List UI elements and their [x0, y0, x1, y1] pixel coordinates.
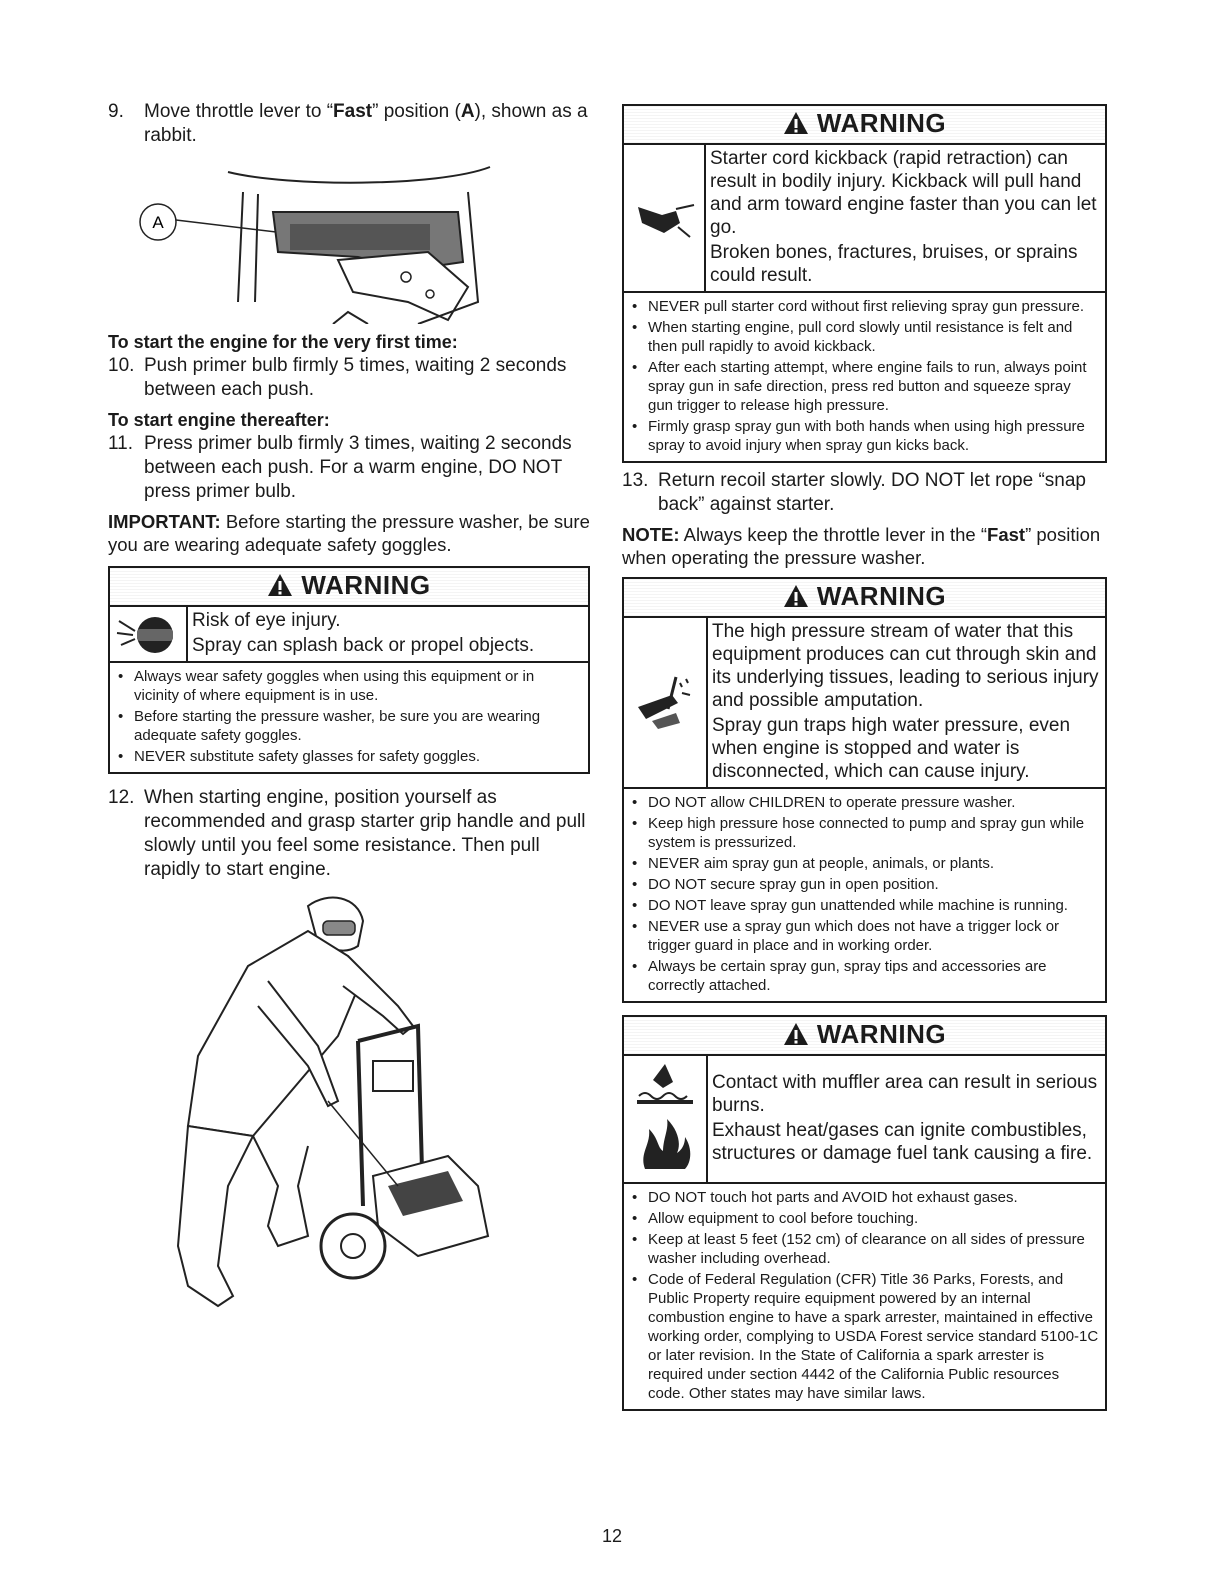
warning-kickback: WARNING Starter cord kickback (rapid retraction) can result in bodily injury. Kickback will pull hand and arm toward engine faster than you can let go. Broken bones, fractures, bruises, or sprains could result. • NEVER pull starter cord without first relieving spray gun pressure. • When starting engine, pull cord slowly until resistance is felt and then pull rapidly to avoid kickback. • After each starting attempt, where engine fails to run, always point spray gun in safe direction, press red button and squeeze spray gun trigger to release high pressure. • Firmly grasp spray gun with both hands when using high pressure spray to avoid injury when spray gun kicks back.	[622, 104, 1107, 463]
warning-header: WARNING	[624, 106, 1105, 145]
warning-triangle-icon	[783, 109, 809, 143]
list-item: • Always be certain spray gun, spray tips and accessories are correctly attached.	[632, 957, 1099, 995]
hot-surface-icon	[635, 1062, 695, 1111]
warning-triangle-icon	[267, 571, 293, 605]
list-item: • NEVER use a spray gun which does not have a trigger lock or trigger guard in place and in working order.	[632, 917, 1099, 955]
step-9: 9. Move throttle lever to “Fast” position (A), shown as a rabbit.	[108, 101, 588, 146]
list-item: • DO NOT secure spray gun in open position.	[632, 875, 1099, 894]
warning-burn-fire: WARNING Contact with muffler area can result in serious burns. Exhaust heat/gases can ignite combustibles, structures or damage fuel tank causing a fire. • DO NOT touch hot parts and AVOID hot exhaust gases. • Allow equipment to cool before touching. • Keep at least 5 feet (152 cm) of clearance on all sides of pressure washer including overhead. • Code of Federal Regulation (CFR) Title 36 Parks, Forests, and Public Property require equipment powered by an internal combustion engine to have a spark arrester, maintained in effective working order, complying to USDA Forest service standard 5100-1C or later revision. In the State of California a spark arrester is required under section 4442 of the California Public resources code. Other states may have similar laws.	[622, 1015, 1107, 1411]
list-item: • Always wear safety goggles when using this equipment or in vicinity of where equipment is in use.	[118, 667, 582, 705]
list-item: • Firmly grasp spray gun with both hands when using high pressure spray to avoid injury when spray gun kicks back.	[632, 417, 1099, 455]
important-note: IMPORTANT: Before starting the pressure washer, be sure you are wearing adequate safety goggles.	[108, 511, 590, 555]
step-11: 11. Press primer bulb firmly 3 times, waiting 2 seconds between each push. For a warm engine, DO NOT press primer bulb.	[108, 433, 572, 502]
warning-bullets	[624, 789, 1105, 1001]
list-item: • After each starting attempt, where engine fails to run, always point spray gun in safe direction, press red button and squeeze spray gun trigger to release high pressure.	[632, 358, 1099, 415]
warning-bullets	[110, 663, 588, 772]
fire-icon	[635, 1117, 695, 1176]
list-item: • NEVER aim spray gun at people, animals, or plants.	[632, 854, 1099, 873]
right-column	[622, 100, 1107, 1411]
callout-a: A	[152, 213, 164, 232]
list-item: • Keep high pressure hose connected to pump and spray gun while system is pressurized.	[632, 814, 1099, 852]
list-item: • NEVER pull starter cord without first relieving spray gun pressure.	[632, 297, 1099, 316]
goggles-icon	[110, 607, 188, 661]
left-column	[108, 100, 590, 1316]
step-12: 12. When starting engine, position yourself as recommended and grasp starter grip handle and pull slowly until you feel some resistance. Then pull rapidly to start engine.	[108, 787, 586, 880]
warning-header: WARNING	[624, 579, 1105, 618]
step-13: 13. Return recoil starter slowly. DO NOT let rope “snap back” against starter.	[622, 470, 1086, 515]
warning-header: WARNING	[624, 1017, 1105, 1056]
warning-high-pressure: WARNING The high pressure stream of water that this equipment produces can cut through skin and its underlying tissues, leading to serious injury and possible amputation. Spray gun traps high water pressure, even when engine is stopped and water is disconnected, which can cause injury. • DO NOT allow CHILDREN to operate pressure washer. • Keep high pressure hose connected to pump and spray gun while system is pressurized. • NEVER aim spray gun at people, animals, or plants. • DO NOT secure spray gun in open position. • DO NOT leave spray gun unattended while machine is running. • NEVER use a spray gun which does not have a trigger lock or trigger guard in place and in working order. • Always be certain spray gun, spray tips and accessories are correctly attached.	[622, 577, 1107, 1003]
warning-header: WARNING	[110, 568, 588, 607]
warning-eye-injury: WARNING Risk of eye injury. Spray can splash back or propel objects. • Always wear safety goggles when using this equipment or in vicinity of where equipment is in use. • Before starting the pressure washer, be sure you are wearing adequate safety goggles. • NEVER substitute safety glasses for safety goggles.	[108, 566, 590, 774]
list-item: • Keep at least 5 feet (152 cm) of clearance on all sides of pressure washer including overhead.	[632, 1230, 1099, 1268]
throttle-lever-illustration	[108, 152, 590, 324]
warning-triangle-icon	[783, 582, 809, 616]
warning-bullets	[624, 293, 1105, 461]
page-number: 12	[601, 1526, 623, 1546]
kickback-hand-icon	[624, 145, 706, 291]
list-item: • DO NOT leave spray gun unattended while machine is running.	[632, 896, 1099, 915]
operator-starting-engine-illustration	[158, 886, 590, 1316]
warning-triangle-icon	[783, 1020, 809, 1054]
list-item: • DO NOT touch hot parts and AVOID hot exhaust gases.	[632, 1188, 1099, 1207]
high-pressure-spray-injury-icon	[624, 618, 708, 787]
list-item: • Allow equipment to cool before touching.	[632, 1209, 1099, 1228]
list-item: • Before starting the pressure washer, be sure you are wearing adequate safety goggles.	[118, 707, 582, 745]
first-start-heading: To start the engine for the very first time:	[108, 332, 458, 352]
warning-bullets	[624, 1184, 1105, 1409]
list-item: • NEVER substitute safety glasses for safety goggles.	[118, 747, 582, 766]
list-item: • DO NOT allow CHILDREN to operate pressure washer.	[632, 793, 1099, 812]
list-item: • Code of Federal Regulation (CFR) Title 36 Parks, Forests, and Public Property require equipment powered by an internal combustion engine to have a spark arrester, maintained in effective working order, complying to USDA Forest service standard 5100-1C or later revision. In the State of California a spark arrester is required under section 4442 of the California Public resources code. Other states may have similar laws.	[632, 1270, 1099, 1403]
step-10: 10. Push primer bulb firmly 5 times, waiting 2 seconds between each push.	[108, 355, 567, 400]
thereafter-heading: To start engine thereafter:	[108, 410, 330, 430]
throttle-note: NOTE: Always keep the throttle lever in the “Fast” position when operating the pressure washer.	[622, 524, 1101, 568]
list-item: • When starting engine, pull cord slowly until resistance is felt and then pull rapidly to avoid kickback.	[632, 318, 1099, 356]
